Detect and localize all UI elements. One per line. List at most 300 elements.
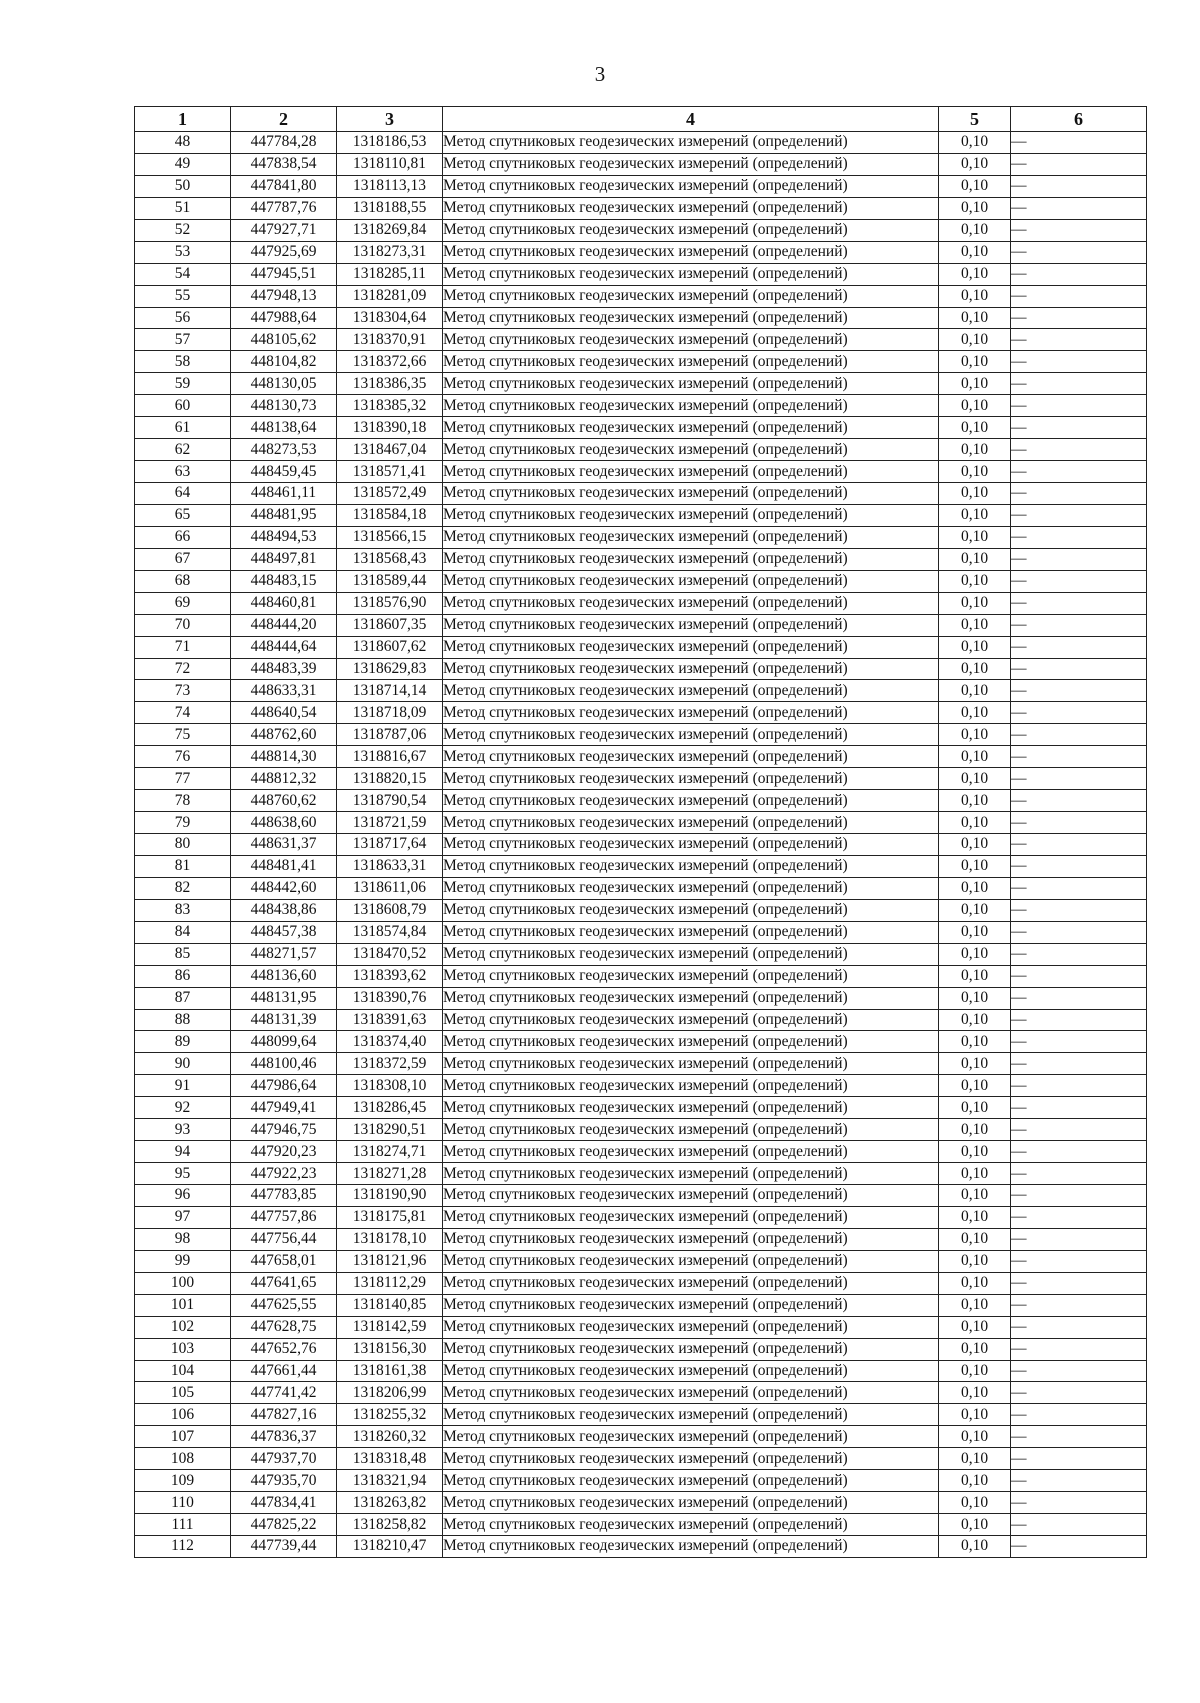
x-coordinate-cell: 447739,44 — [231, 1536, 337, 1558]
method-cell: Метод спутниковых геодезических измерений (определений) — [443, 263, 939, 285]
accuracy-cell: 0,10 — [939, 1163, 1011, 1185]
y-coordinate-cell: 1318263,82 — [337, 1492, 443, 1514]
table-row — [135, 504, 1147, 526]
accuracy-cell: 0,10 — [939, 790, 1011, 812]
method-cell: Метод спутниковых геодезических измерений (определений) — [443, 175, 939, 197]
table-row — [135, 1492, 1147, 1514]
accuracy-cell: 0,10 — [939, 197, 1011, 219]
method-cell: Метод спутниковых геодезических измерений (определений) — [443, 570, 939, 592]
x-coordinate-cell: 448762,60 — [231, 724, 337, 746]
accuracy-cell: 0,10 — [939, 812, 1011, 834]
y-coordinate-cell: 1318121,96 — [337, 1250, 443, 1272]
x-coordinate-cell: 447641,65 — [231, 1272, 337, 1294]
y-coordinate-cell: 1318206,99 — [337, 1382, 443, 1404]
x-coordinate-cell: 448104,82 — [231, 351, 337, 373]
point-number-cell: 102 — [135, 1316, 231, 1338]
method-cell: Метод спутниковых геодезических измерений (определений) — [443, 899, 939, 921]
coordinates-table — [134, 106, 1147, 1558]
method-cell: Метод спутниковых геодезических измерений (определений) — [443, 417, 939, 439]
point-number-cell: 72 — [135, 658, 231, 680]
table-row — [135, 1382, 1147, 1404]
y-coordinate-cell: 1318607,62 — [337, 636, 443, 658]
note-cell: — — [1011, 1382, 1147, 1404]
accuracy-cell: 0,10 — [939, 1448, 1011, 1470]
header-row — [135, 107, 1147, 132]
accuracy-cell: 0,10 — [939, 417, 1011, 439]
x-coordinate-cell: 448099,64 — [231, 1031, 337, 1053]
y-coordinate-cell: 1318568,43 — [337, 548, 443, 570]
table-row — [135, 855, 1147, 877]
note-cell: — — [1011, 680, 1147, 702]
table-row — [135, 746, 1147, 768]
x-coordinate-cell: 447949,41 — [231, 1097, 337, 1119]
y-coordinate-cell: 1318390,18 — [337, 417, 443, 439]
x-coordinate-cell: 448273,53 — [231, 439, 337, 461]
point-number-cell: 58 — [135, 351, 231, 373]
method-cell: Метод спутниковых геодезических измерений (определений) — [443, 1031, 939, 1053]
point-number-cell: 81 — [135, 855, 231, 877]
note-cell: — — [1011, 307, 1147, 329]
x-coordinate-cell: 447625,55 — [231, 1294, 337, 1316]
point-number-cell: 84 — [135, 921, 231, 943]
y-coordinate-cell: 1318210,47 — [337, 1536, 443, 1558]
method-cell: Метод спутниковых геодезических измерений (определений) — [443, 1294, 939, 1316]
accuracy-cell: 0,10 — [939, 285, 1011, 307]
column-header-6: 6 — [1011, 107, 1147, 132]
x-coordinate-cell: 447922,23 — [231, 1163, 337, 1185]
accuracy-cell: 0,10 — [939, 1536, 1011, 1558]
method-cell: Метод спутниковых геодезических измерений (определений) — [443, 285, 939, 307]
x-coordinate-cell: 448438,86 — [231, 899, 337, 921]
note-cell: — — [1011, 175, 1147, 197]
y-coordinate-cell: 1318385,32 — [337, 395, 443, 417]
note-cell: — — [1011, 1272, 1147, 1294]
accuracy-cell: 0,10 — [939, 1185, 1011, 1207]
x-coordinate-cell: 448461,11 — [231, 483, 337, 505]
y-coordinate-cell: 1318790,54 — [337, 790, 443, 812]
method-cell: Метод спутниковых геодезических измерений (определений) — [443, 834, 939, 856]
y-coordinate-cell: 1318714,14 — [337, 680, 443, 702]
table-row — [135, 1272, 1147, 1294]
table-row — [135, 1360, 1147, 1382]
x-coordinate-cell: 447784,28 — [231, 132, 337, 154]
table-row — [135, 1294, 1147, 1316]
table-row — [135, 483, 1147, 505]
accuracy-cell: 0,10 — [939, 351, 1011, 373]
note-cell: — — [1011, 965, 1147, 987]
x-coordinate-cell: 447925,69 — [231, 241, 337, 263]
point-number-cell: 71 — [135, 636, 231, 658]
point-number-cell: 109 — [135, 1470, 231, 1492]
table-row — [135, 1448, 1147, 1470]
accuracy-cell: 0,10 — [939, 1470, 1011, 1492]
x-coordinate-cell: 448483,15 — [231, 570, 337, 592]
point-number-cell: 70 — [135, 614, 231, 636]
point-number-cell: 101 — [135, 1294, 231, 1316]
x-coordinate-cell: 448812,32 — [231, 768, 337, 790]
table-row — [135, 724, 1147, 746]
x-coordinate-cell: 448442,60 — [231, 877, 337, 899]
method-cell: Метод спутниковых геодезических измерений (определений) — [443, 592, 939, 614]
point-number-cell: 88 — [135, 1009, 231, 1031]
note-cell: — — [1011, 241, 1147, 263]
point-number-cell: 107 — [135, 1426, 231, 1448]
method-cell: Метод спутниковых геодезических измерений (определений) — [443, 1009, 939, 1031]
method-cell: Метод спутниковых геодезических измерений (определений) — [443, 987, 939, 1009]
note-cell: — — [1011, 636, 1147, 658]
method-cell: Метод спутниковых геодезических измерений (определений) — [443, 1492, 939, 1514]
accuracy-cell: 0,10 — [939, 1228, 1011, 1250]
table-row — [135, 548, 1147, 570]
method-cell: Метод спутниковых геодезических измерений (определений) — [443, 219, 939, 241]
table-row — [135, 1185, 1147, 1207]
note-cell: — — [1011, 1294, 1147, 1316]
x-coordinate-cell: 447825,22 — [231, 1514, 337, 1536]
method-cell: Метод спутниковых геодезических измерений (определений) — [443, 965, 939, 987]
accuracy-cell: 0,10 — [939, 241, 1011, 263]
y-coordinate-cell: 1318285,11 — [337, 263, 443, 285]
method-cell: Метод спутниковых геодезических измерений (определений) — [443, 1141, 939, 1163]
accuracy-cell: 0,10 — [939, 373, 1011, 395]
table-row — [135, 1470, 1147, 1492]
x-coordinate-cell: 448131,95 — [231, 987, 337, 1009]
y-coordinate-cell: 1318175,81 — [337, 1206, 443, 1228]
point-number-cell: 50 — [135, 175, 231, 197]
note-cell: — — [1011, 1250, 1147, 1272]
x-coordinate-cell: 447834,41 — [231, 1492, 337, 1514]
accuracy-cell: 0,10 — [939, 1141, 1011, 1163]
y-coordinate-cell: 1318271,28 — [337, 1163, 443, 1185]
x-coordinate-cell: 447988,64 — [231, 307, 337, 329]
method-cell: Метод спутниковых геодезических измерений (определений) — [443, 1426, 939, 1448]
point-number-cell: 99 — [135, 1250, 231, 1272]
point-number-cell: 49 — [135, 153, 231, 175]
accuracy-cell: 0,10 — [939, 153, 1011, 175]
note-cell: — — [1011, 1097, 1147, 1119]
accuracy-cell: 0,10 — [939, 1382, 1011, 1404]
x-coordinate-cell: 448640,54 — [231, 702, 337, 724]
accuracy-cell: 0,10 — [939, 1031, 1011, 1053]
method-cell: Метод спутниковых геодезических измерений (определений) — [443, 724, 939, 746]
x-coordinate-cell: 447787,76 — [231, 197, 337, 219]
table-row — [135, 965, 1147, 987]
method-cell: Метод спутниковых геодезических измерений (определений) — [443, 1163, 939, 1185]
method-cell: Метод спутниковых геодезических измерений (определений) — [443, 483, 939, 505]
x-coordinate-cell: 447946,75 — [231, 1119, 337, 1141]
note-cell: — — [1011, 526, 1147, 548]
table-row — [135, 812, 1147, 834]
table-row — [135, 1404, 1147, 1426]
y-coordinate-cell: 1318391,63 — [337, 1009, 443, 1031]
y-coordinate-cell: 1318321,94 — [337, 1470, 443, 1492]
x-coordinate-cell: 448459,45 — [231, 461, 337, 483]
note-cell: — — [1011, 834, 1147, 856]
table-row — [135, 307, 1147, 329]
table-row — [135, 768, 1147, 790]
accuracy-cell: 0,10 — [939, 768, 1011, 790]
x-coordinate-cell: 448130,73 — [231, 395, 337, 417]
method-cell: Метод спутниковых геодезических измерений (определений) — [443, 1470, 939, 1492]
x-coordinate-cell: 447756,44 — [231, 1228, 337, 1250]
method-cell: Метод спутниковых геодезических измерений (определений) — [443, 1536, 939, 1558]
point-number-cell: 89 — [135, 1031, 231, 1053]
x-coordinate-cell: 447838,54 — [231, 153, 337, 175]
accuracy-cell: 0,10 — [939, 987, 1011, 1009]
accuracy-cell: 0,10 — [939, 1250, 1011, 1272]
y-coordinate-cell: 1318820,15 — [337, 768, 443, 790]
note-cell: — — [1011, 373, 1147, 395]
note-cell: — — [1011, 987, 1147, 1009]
point-number-cell: 103 — [135, 1338, 231, 1360]
accuracy-cell: 0,10 — [939, 548, 1011, 570]
method-cell: Метод спутниковых геодезических измерений (определений) — [443, 1097, 939, 1119]
method-cell: Метод спутниковых геодезических измерений (определений) — [443, 1053, 939, 1075]
x-coordinate-cell: 448760,62 — [231, 790, 337, 812]
method-cell: Метод спутниковых геодезических измерений (определений) — [443, 877, 939, 899]
method-cell: Метод спутниковых геодезических измерений (определений) — [443, 702, 939, 724]
y-coordinate-cell: 1318721,59 — [337, 812, 443, 834]
method-cell: Метод спутниковых геодезических измерений (определений) — [443, 351, 939, 373]
point-number-cell: 73 — [135, 680, 231, 702]
table-row — [135, 263, 1147, 285]
method-cell: Метод спутниковых геодезических измерений (определений) — [443, 307, 939, 329]
table-row — [135, 943, 1147, 965]
note-cell: — — [1011, 790, 1147, 812]
x-coordinate-cell: 447935,70 — [231, 1470, 337, 1492]
note-cell: — — [1011, 570, 1147, 592]
note-cell: — — [1011, 1053, 1147, 1075]
table-row — [135, 1075, 1147, 1097]
x-coordinate-cell: 447948,13 — [231, 285, 337, 307]
method-cell: Метод спутниковых геодезических измерений (определений) — [443, 746, 939, 768]
accuracy-cell: 0,10 — [939, 680, 1011, 702]
y-coordinate-cell: 1318318,48 — [337, 1448, 443, 1470]
method-cell: Метод спутниковых геодезических измерений (определений) — [443, 1228, 939, 1250]
y-coordinate-cell: 1318717,64 — [337, 834, 443, 856]
table-row — [135, 373, 1147, 395]
table-row — [135, 877, 1147, 899]
point-number-cell: 85 — [135, 943, 231, 965]
note-cell: — — [1011, 614, 1147, 636]
method-cell: Метод спутниковых геодезических измерений (определений) — [443, 461, 939, 483]
accuracy-cell: 0,10 — [939, 483, 1011, 505]
note-cell: — — [1011, 943, 1147, 965]
x-coordinate-cell: 447783,85 — [231, 1185, 337, 1207]
table-row — [135, 526, 1147, 548]
table-row — [135, 197, 1147, 219]
table-row — [135, 1097, 1147, 1119]
method-cell: Метод спутниковых геодезических измерений (определений) — [443, 658, 939, 680]
table-row — [135, 417, 1147, 439]
x-coordinate-cell: 448638,60 — [231, 812, 337, 834]
x-coordinate-cell: 447661,44 — [231, 1360, 337, 1382]
accuracy-cell: 0,10 — [939, 1097, 1011, 1119]
y-coordinate-cell: 1318274,71 — [337, 1141, 443, 1163]
x-coordinate-cell: 447741,42 — [231, 1382, 337, 1404]
accuracy-cell: 0,10 — [939, 307, 1011, 329]
point-number-cell: 56 — [135, 307, 231, 329]
point-number-cell: 67 — [135, 548, 231, 570]
table-row — [135, 636, 1147, 658]
note-cell: — — [1011, 219, 1147, 241]
accuracy-cell: 0,10 — [939, 1316, 1011, 1338]
accuracy-cell: 0,10 — [939, 395, 1011, 417]
table-row — [135, 570, 1147, 592]
y-coordinate-cell: 1318269,84 — [337, 219, 443, 241]
method-cell: Метод спутниковых геодезических измерений (определений) — [443, 153, 939, 175]
y-coordinate-cell: 1318281,09 — [337, 285, 443, 307]
note-cell: — — [1011, 877, 1147, 899]
note-cell: — — [1011, 1426, 1147, 1448]
point-number-cell: 57 — [135, 329, 231, 351]
table-row — [135, 921, 1147, 943]
note-cell: — — [1011, 855, 1147, 877]
accuracy-cell: 0,10 — [939, 219, 1011, 241]
point-number-cell: 62 — [135, 439, 231, 461]
table-row — [135, 1514, 1147, 1536]
point-number-cell: 65 — [135, 504, 231, 526]
y-coordinate-cell: 1318273,31 — [337, 241, 443, 263]
accuracy-cell: 0,10 — [939, 1360, 1011, 1382]
y-coordinate-cell: 1318370,91 — [337, 329, 443, 351]
y-coordinate-cell: 1318190,90 — [337, 1185, 443, 1207]
method-cell: Метод спутниковых геодезических измерений (определений) — [443, 329, 939, 351]
note-cell: — — [1011, 1119, 1147, 1141]
table-row — [135, 132, 1147, 154]
point-number-cell: 76 — [135, 746, 231, 768]
y-coordinate-cell: 1318572,49 — [337, 483, 443, 505]
note-cell: — — [1011, 1163, 1147, 1185]
point-number-cell: 75 — [135, 724, 231, 746]
x-coordinate-cell: 448130,05 — [231, 373, 337, 395]
point-number-cell: 68 — [135, 570, 231, 592]
y-coordinate-cell: 1318787,06 — [337, 724, 443, 746]
accuracy-cell: 0,10 — [939, 724, 1011, 746]
y-coordinate-cell: 1318156,30 — [337, 1338, 443, 1360]
accuracy-cell: 0,10 — [939, 636, 1011, 658]
note-cell: — — [1011, 1185, 1147, 1207]
y-coordinate-cell: 1318608,79 — [337, 899, 443, 921]
table-row — [135, 680, 1147, 702]
y-coordinate-cell: 1318113,13 — [337, 175, 443, 197]
y-coordinate-cell: 1318188,55 — [337, 197, 443, 219]
note-cell: — — [1011, 724, 1147, 746]
point-number-cell: 110 — [135, 1492, 231, 1514]
y-coordinate-cell: 1318589,44 — [337, 570, 443, 592]
y-coordinate-cell: 1318258,82 — [337, 1514, 443, 1536]
point-number-cell: 63 — [135, 461, 231, 483]
accuracy-cell: 0,10 — [939, 329, 1011, 351]
y-coordinate-cell: 1318372,66 — [337, 351, 443, 373]
accuracy-cell: 0,10 — [939, 943, 1011, 965]
note-cell: — — [1011, 1316, 1147, 1338]
x-coordinate-cell: 447652,76 — [231, 1338, 337, 1360]
table-row — [135, 285, 1147, 307]
x-coordinate-cell: 448481,95 — [231, 504, 337, 526]
table-row — [135, 175, 1147, 197]
y-coordinate-cell: 1318607,35 — [337, 614, 443, 636]
point-number-cell: 80 — [135, 834, 231, 856]
accuracy-cell: 0,10 — [939, 132, 1011, 154]
note-cell: — — [1011, 483, 1147, 505]
y-coordinate-cell: 1318629,83 — [337, 658, 443, 680]
y-coordinate-cell: 1318566,15 — [337, 526, 443, 548]
point-number-cell: 51 — [135, 197, 231, 219]
table-row — [135, 439, 1147, 461]
method-cell: Метод спутниковых геодезических измерений (определений) — [443, 1316, 939, 1338]
note-cell: — — [1011, 746, 1147, 768]
x-coordinate-cell: 448100,46 — [231, 1053, 337, 1075]
y-coordinate-cell: 1318186,53 — [337, 132, 443, 154]
table-row — [135, 614, 1147, 636]
method-cell: Метод спутниковых геодезических измерений (определений) — [443, 636, 939, 658]
point-number-cell: 66 — [135, 526, 231, 548]
y-coordinate-cell: 1318140,85 — [337, 1294, 443, 1316]
note-cell: — — [1011, 1009, 1147, 1031]
note-cell: — — [1011, 921, 1147, 943]
x-coordinate-cell: 448444,20 — [231, 614, 337, 636]
y-coordinate-cell: 1318470,52 — [337, 943, 443, 965]
x-coordinate-cell: 447937,70 — [231, 1448, 337, 1470]
point-number-cell: 96 — [135, 1185, 231, 1207]
x-coordinate-cell: 448483,39 — [231, 658, 337, 680]
accuracy-cell: 0,10 — [939, 746, 1011, 768]
y-coordinate-cell: 1318290,51 — [337, 1119, 443, 1141]
accuracy-cell: 0,10 — [939, 570, 1011, 592]
point-number-cell: 79 — [135, 812, 231, 834]
point-number-cell: 48 — [135, 132, 231, 154]
x-coordinate-cell: 447927,71 — [231, 219, 337, 241]
accuracy-cell: 0,10 — [939, 899, 1011, 921]
y-coordinate-cell: 1318393,62 — [337, 965, 443, 987]
table-header — [135, 107, 1147, 132]
point-number-cell: 54 — [135, 263, 231, 285]
table-row — [135, 1031, 1147, 1053]
note-cell: — — [1011, 899, 1147, 921]
method-cell: Метод спутниковых геодезических измерений (определений) — [443, 132, 939, 154]
column-header-2: 2 — [231, 107, 337, 132]
point-number-cell: 112 — [135, 1536, 231, 1558]
x-coordinate-cell: 447658,01 — [231, 1250, 337, 1272]
note-cell: — — [1011, 263, 1147, 285]
note-cell: — — [1011, 1492, 1147, 1514]
point-number-cell: 61 — [135, 417, 231, 439]
x-coordinate-cell: 448494,53 — [231, 526, 337, 548]
note-cell: — — [1011, 439, 1147, 461]
y-coordinate-cell: 1318110,81 — [337, 153, 443, 175]
y-coordinate-cell: 1318611,06 — [337, 877, 443, 899]
note-cell: — — [1011, 153, 1147, 175]
x-coordinate-cell: 447986,64 — [231, 1075, 337, 1097]
x-coordinate-cell: 448814,30 — [231, 746, 337, 768]
note-cell: — — [1011, 548, 1147, 570]
accuracy-cell: 0,10 — [939, 1338, 1011, 1360]
method-cell: Метод спутниковых геодезических измерений (определений) — [443, 1404, 939, 1426]
point-number-cell: 98 — [135, 1228, 231, 1250]
table-row — [135, 1119, 1147, 1141]
x-coordinate-cell: 448105,62 — [231, 329, 337, 351]
table-body — [135, 132, 1147, 1558]
note-cell: — — [1011, 1141, 1147, 1163]
method-cell: Метод спутниковых геодезических измерений (определений) — [443, 526, 939, 548]
table-row — [135, 790, 1147, 812]
table-row — [135, 1426, 1147, 1448]
y-coordinate-cell: 1318390,76 — [337, 987, 443, 1009]
method-cell: Метод спутниковых геодезических измерений (определений) — [443, 197, 939, 219]
table-row — [135, 219, 1147, 241]
accuracy-cell: 0,10 — [939, 1075, 1011, 1097]
point-number-cell: 55 — [135, 285, 231, 307]
